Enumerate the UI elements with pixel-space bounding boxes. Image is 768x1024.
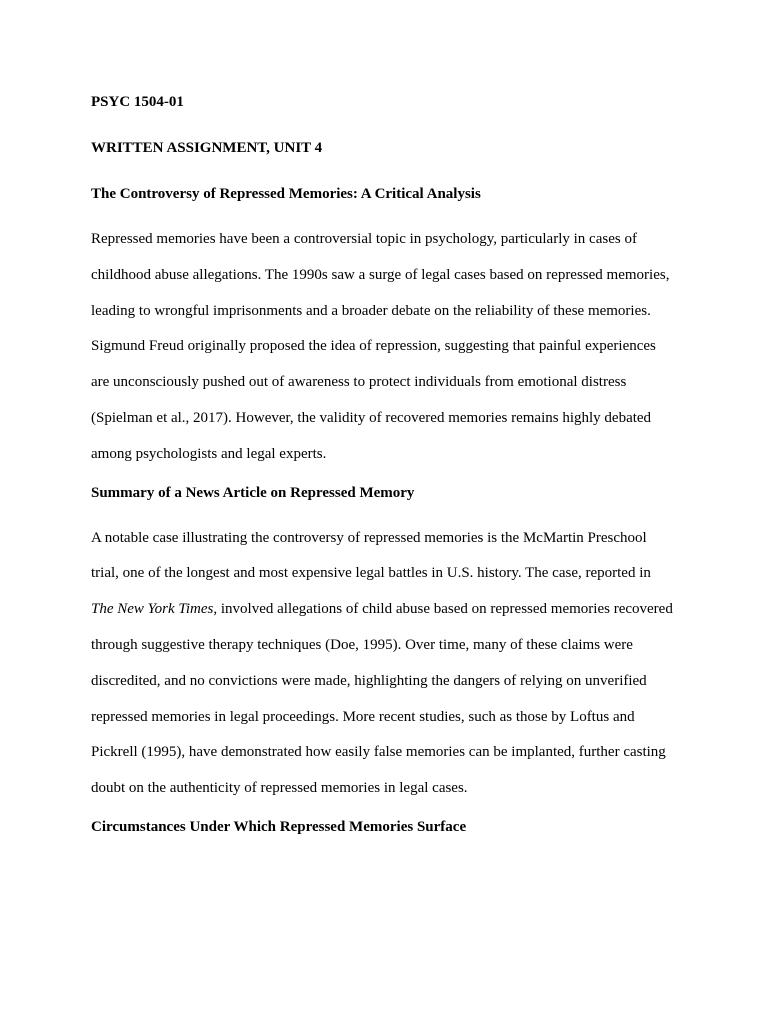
- news-summary-paragraph: [91, 521, 681, 807]
- paragraph-line: Pickrell (1995), have demonstrated how easily false memories can be implanted, further casting: [91, 744, 666, 761]
- paragraph-line: doubt on the authenticity of repressed memories in legal cases.: [91, 780, 468, 797]
- paragraph-line: A notable case illustrating the controversy of repressed memories is the McMartin Preschool: [91, 529, 647, 546]
- course-code: PSYC 1504-01: [91, 94, 184, 110]
- paragraph-line: (Spielman et al., 2017). However, the validity of recovered memories remains highly debated: [91, 409, 652, 426]
- section-heading-circumstances: Circumstances Under Which Repressed Memories Surface: [91, 818, 467, 835]
- paragraph-line: trial, one of the longest and most expensive legal battles in U.S. history. The case, reported in: [91, 565, 651, 582]
- intro-paragraph: [91, 222, 681, 473]
- section-heading-news-summary: Summary of a News Article on Repressed Memory: [91, 484, 415, 501]
- document-body: [91, 92, 681, 863]
- paragraph-line: childhood abuse allegations. The 1990s saw a surge of legal cases based on repressed memories,: [91, 266, 670, 283]
- newspaper-title: The New York Times: [91, 601, 214, 618]
- paragraph-line: Repressed memories have been a controversial topic in psychology, particularly in cases of: [91, 231, 637, 247]
- paragraph-line: repressed memories in legal proceedings. More recent studies, such as those by Loftus and: [91, 708, 635, 725]
- paragraph-line: leading to wrongful imprisonments and a broader debate on the reliability of these memories.: [91, 302, 651, 319]
- paragraph-line: through suggestive therapy techniques (Doe, 1995). Over time, many of these claims were: [91, 636, 633, 653]
- paragraph-line: are unconsciously pushed out of awareness to protect individuals from emotional distress: [91, 374, 627, 391]
- paragraph-line-rest: , involved allegations of child abuse based on repressed memories recovered: [213, 601, 673, 618]
- essay-title: The Controversy of Repressed Memories: A Critical Analysis: [91, 186, 481, 202]
- paragraph-line: discredited, and no convictions were made, highlighting the dangers of relying on unverified: [91, 672, 647, 689]
- paragraph-line: among psychologists and legal experts.: [91, 445, 327, 462]
- paragraph-line: Sigmund Freud originally proposed the idea of repression, suggesting that painful experiences: [91, 338, 656, 355]
- assignment-title: WRITTEN ASSIGNMENT, UNIT 4: [91, 140, 323, 156]
- paragraph-line: [91, 592, 681, 628]
